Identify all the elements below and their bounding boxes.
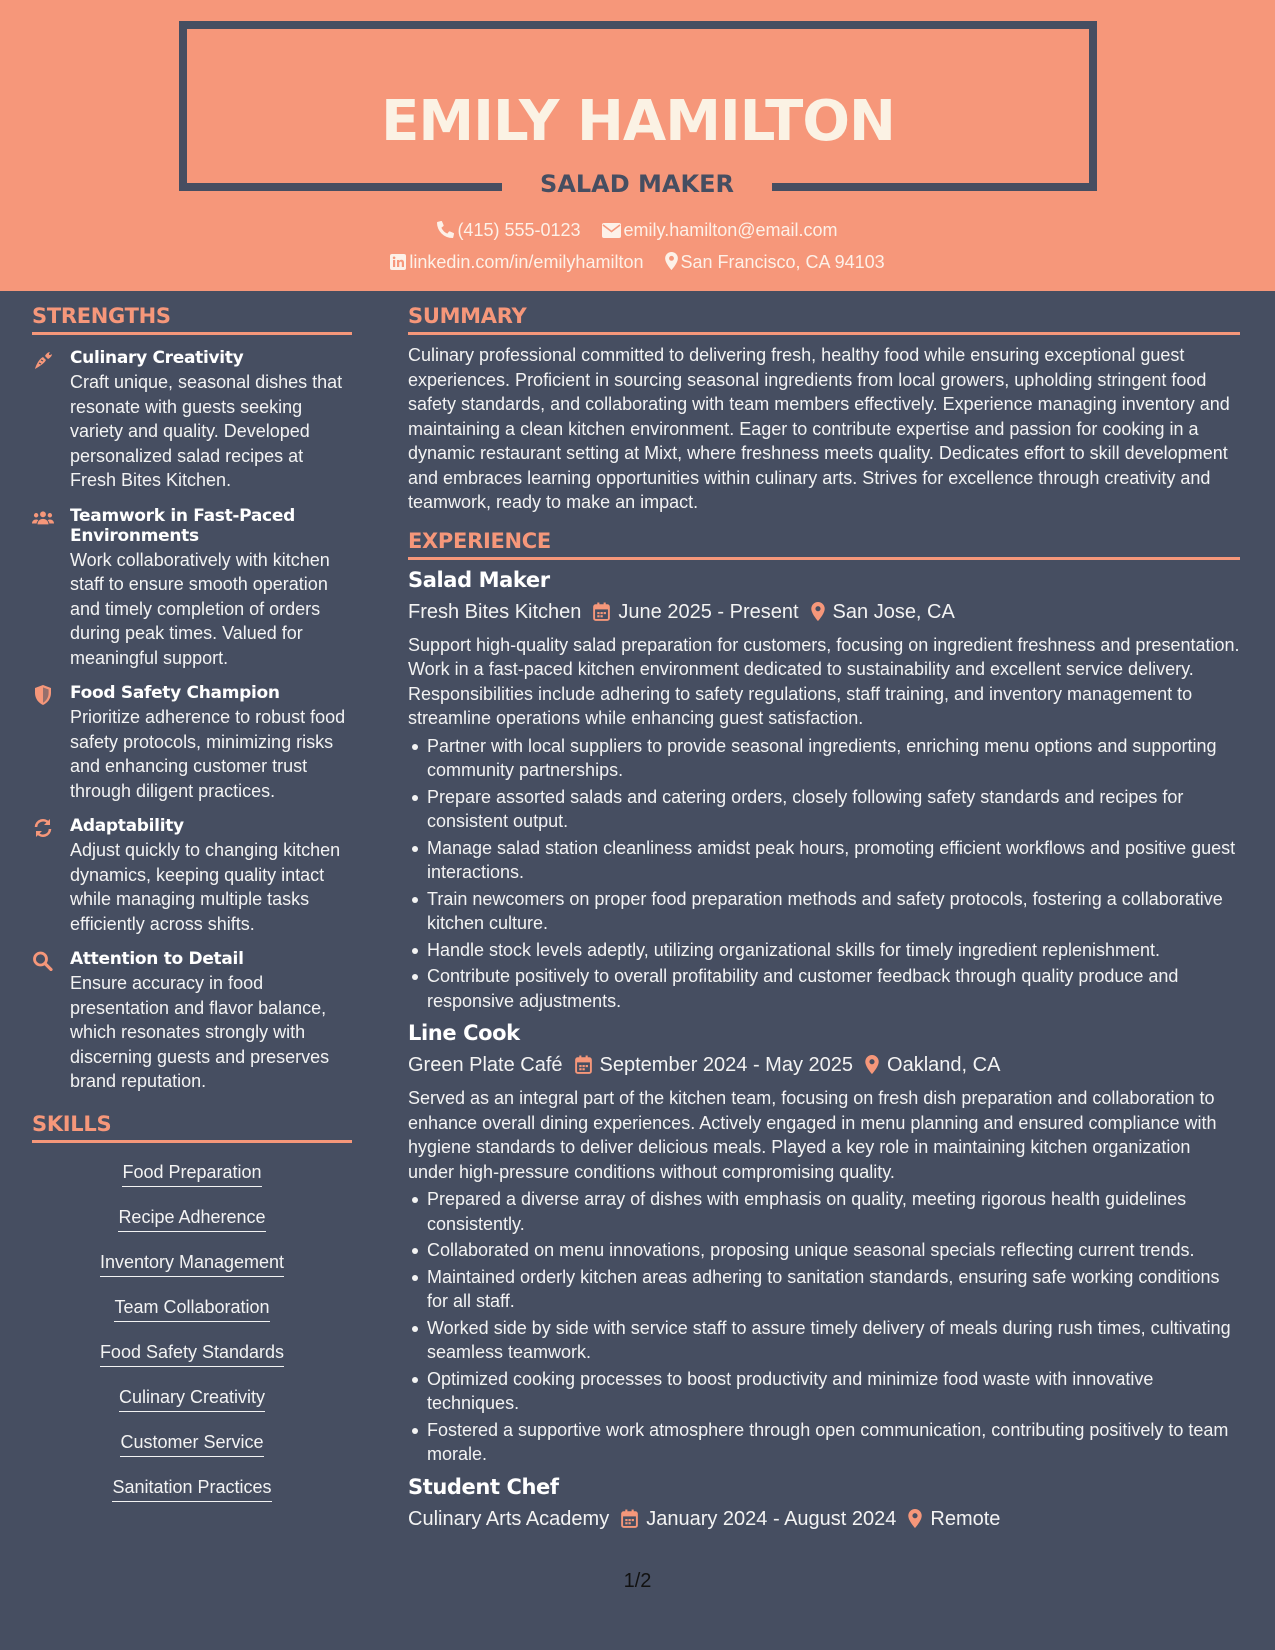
strengths-heading: STRENGTHS — [32, 304, 352, 335]
location-contact — [665, 252, 885, 273]
bullet-item: Fostered a supportive work atmosphere through open communication, contributing positively to team morale. — [408, 1418, 1240, 1467]
linkedin-text: linkedin.com/in/emilyhamilton — [409, 252, 644, 272]
skill-item: Food Preparation — [122, 1162, 261, 1187]
bullet-item: Train newcomers on proper food preparation methods and safety protocols, fostering a collaborative kitchen culture. — [408, 887, 1240, 936]
job-title-wrap — [502, 166, 772, 202]
strength-desc: Prioritize adherence to robust food safety protocols, minimizing risks and enhancing customer trust through diligent practices. — [70, 707, 346, 801]
job-location: Remote — [930, 1507, 1001, 1530]
carrot-icon — [32, 350, 54, 370]
job-entry — [408, 568, 1240, 1014]
calendar-icon — [593, 602, 610, 621]
strength-title: Teamwork in Fast-Paced Environments — [70, 505, 295, 546]
bullet-item: Prepare assorted salads and catering orders, closely following safety standards and recipes for consistent output. — [408, 785, 1240, 834]
bullet-item: Prepared a diverse array of dishes with emphasis on quality, meeting rigorous health guidelines consistently. — [408, 1187, 1240, 1236]
bullet-item: Partner with local suppliers to provide seasonal ingredients, enriching menu options and supporting community partnerships. — [408, 734, 1240, 783]
right-column — [408, 304, 1240, 1531]
phone-icon — [437, 221, 454, 238]
job-location: Oakland, CA — [887, 1054, 1001, 1076]
job-bullets — [408, 1187, 1240, 1467]
phone-text: (415) 555-0123 — [457, 220, 581, 240]
bullet-item: Optimized cooking processes to boost productivity and minimize food waste with innovative techniques. — [408, 1367, 1240, 1416]
job-company: Culinary Arts Academy — [408, 1507, 610, 1530]
strength-title: Adaptability — [70, 816, 184, 836]
job-entry — [408, 1475, 1240, 1531]
contact-row-2 — [0, 252, 1275, 273]
contact-row-1 — [0, 220, 1275, 241]
skill-item: Inventory Management — [100, 1252, 284, 1277]
skill-item: Sanitation Practices — [112, 1477, 271, 1502]
calendar-icon — [621, 1509, 638, 1528]
job-title: Salad Maker — [408, 567, 550, 592]
linkedin-contact[interactable] — [390, 252, 643, 273]
job-meta — [408, 1507, 1240, 1531]
bullet-item: Collaborated on menu innovations, proposing unique seasonal specials reflecting current trends. — [408, 1238, 1240, 1263]
job-meta — [408, 600, 1240, 624]
job-dates: January 2024 - August 2024 — [646, 1507, 897, 1530]
bullet-item: Worked side by side with service staff to assure timely delivery of meals during rush times, cultivating seamless teamwork. — [408, 1316, 1240, 1365]
map-pin-icon — [908, 1509, 922, 1528]
strength-desc: Craft unique, seasonal dishes that resonate with guests seeking variety and quality. Developed personalized salad recipes at Fresh Bites Kitchen. — [70, 372, 343, 490]
calendar-icon — [575, 1055, 592, 1074]
strength-item — [32, 816, 352, 936]
job-meta — [408, 1053, 1240, 1077]
skill-item: Recipe Adherence — [118, 1207, 265, 1232]
job-bullets — [408, 734, 1240, 1014]
skills-list — [32, 1153, 352, 1513]
location-text: San Francisco, CA 94103 — [680, 252, 885, 272]
job-dates: June 2025 - Present — [618, 600, 799, 623]
email-text: emily.hamilton@email.com — [623, 220, 838, 240]
strength-title: Attention to Detail — [70, 949, 244, 969]
strength-desc: Adjust quickly to changing kitchen dynamics, keeping quality intact while managing multiple tasks efficiently across shifts. — [70, 840, 341, 934]
job-title: Line Cook — [408, 1021, 520, 1045]
candidate-name: EMILY HAMILTON — [381, 89, 895, 154]
search-icon — [32, 951, 54, 971]
candidate-title: SALAD MAKER — [540, 170, 734, 198]
skill-item: Team Collaboration — [114, 1297, 269, 1322]
job-company: Fresh Bites Kitchen — [408, 600, 582, 623]
strength-item — [32, 949, 352, 1094]
strength-item — [32, 348, 352, 493]
job-company: Green Plate Café — [408, 1054, 563, 1076]
map-pin-icon — [811, 602, 825, 621]
experience-heading: EXPERIENCE — [408, 529, 1240, 560]
strength-title: Culinary Creativity — [70, 348, 244, 368]
users-icon — [32, 508, 54, 528]
skill-item: Customer Service — [120, 1432, 263, 1457]
job-dates: September 2024 - May 2025 — [599, 1054, 854, 1076]
job-entry — [408, 1021, 1240, 1467]
skill-item: Food Safety Standards — [100, 1342, 284, 1367]
resume-header — [0, 0, 1275, 291]
bullet-item: Contribute positively to overall profitability and customer feedback through quality produce and responsive adjustments. — [408, 964, 1240, 1013]
bullet-item: Manage salad station cleanliness amidst peak hours, promoting efficient workflows and positive guest interactions. — [408, 836, 1240, 885]
left-column — [32, 304, 352, 1513]
summary-text: Culinary professional committed to delivering fresh, healthy food while ensuring exceptional guest experiences. Proficient in sourcing seasonal ingredients from local growers, upholding stringent food safety standards, and collaborating with team members effectively. Experience managing inventory and maintaining a clean kitchen environment. Eager to contribute expertise and passion for cooking in a dynamic restaurant setting at Mixt, where freshness meets quality. Dedicates effort to skill development and embraces learning opportunities within culinary arts. Strives for excellence through creativity and teamwork, ready to make an impact. — [408, 345, 1230, 512]
envelope-icon — [602, 223, 621, 238]
job-title: Student Chef — [408, 1474, 559, 1499]
strength-title: Food Safety Champion — [70, 683, 280, 703]
job-description: Support high-quality salad preparation for customers, focusing on ingredient freshness and presentation. Work in a fast-paced kitchen environment dedicated to sustainability and excellent service delivery. Responsibilities include adhering to safety regulations, staff training, and inventory management to streamline operations while enhancing guest satisfaction. — [408, 634, 1240, 728]
shield-icon — [32, 685, 54, 705]
linkedin-icon — [390, 254, 406, 270]
strength-item — [32, 506, 352, 671]
page-number: 1/2 — [623, 1570, 652, 1592]
bullet-item: Handle stock levels adeptly, utilizing organizational skills for timely ingredient replenishment. — [408, 938, 1240, 963]
bullet-item: Maintained orderly kitchen areas adhering to sanitation standards, ensuring safe working conditions for all staff. — [408, 1265, 1240, 1314]
job-description: Served as an integral part of the kitchen team, focusing on fresh dish preparation and collaboration to enhance overall dining experiences. Actively engaged in menu planning and ensured compliance with hygiene standards to deliver delicious meals. Played a key role in maintaining kitchen organization under high-pressure conditions without compromising quality. — [408, 1088, 1217, 1182]
sync-icon — [32, 818, 54, 838]
job-location: San Jose, CA — [832, 600, 955, 623]
skill-item: Culinary Creativity — [119, 1387, 265, 1412]
strength-desc: Ensure accuracy in food presentation and flavor balance, which resonates strongly with discerning guests and preserves brand reputation. — [70, 973, 330, 1091]
map-pin-icon — [865, 1055, 879, 1074]
strength-item — [32, 683, 352, 803]
email-contact[interactable] — [602, 220, 838, 241]
map-pin-icon — [665, 252, 678, 270]
skills-heading: SKILLS — [32, 1112, 352, 1143]
summary-heading: SUMMARY — [408, 304, 1240, 335]
strength-desc: Work collaboratively with kitchen staff to ensure smooth operation and timely completion of orders during peak times. Valued for meaningful support. — [70, 549, 330, 668]
phone-contact[interactable] — [437, 220, 580, 241]
